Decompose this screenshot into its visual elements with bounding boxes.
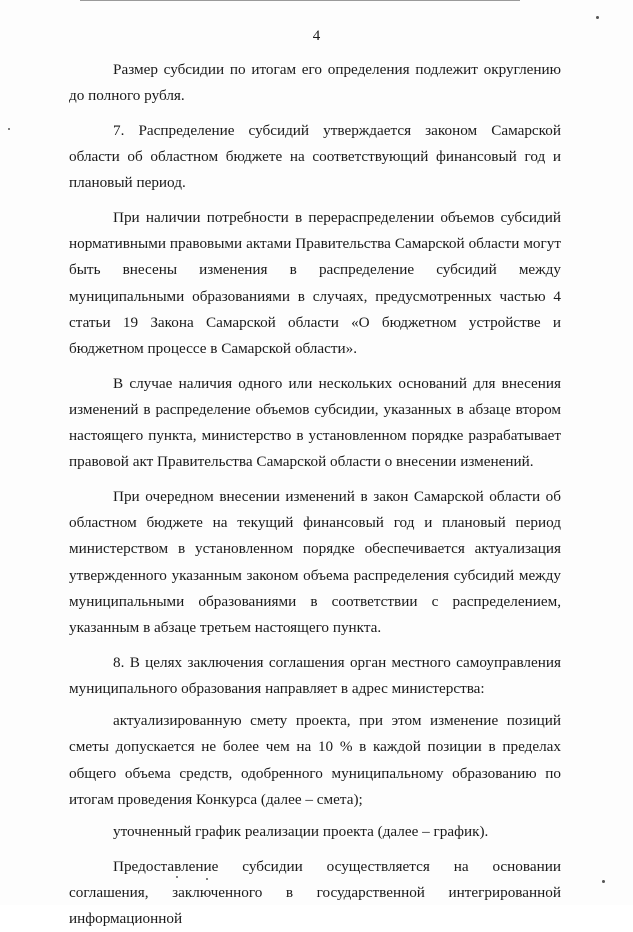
paragraph-redistribution: При наличии потребности в перераспределении объемов субсидий нормативными правовыми актами Правительства Самарской области могут быть внесены изменения в распределение субсидий между муниципальными образованиями в случаях, предусмотренных частью 4 статьи 19 Закона Самарской области «О бюджетном устройстве и бюджетном процессе в Самарской области». xyxy=(69,209,561,358)
paragraph-item-7: 7. Распределение субсидий утверждается законом Самарской области об областном бюджете на соответствующий финансовый год и плановый период. xyxy=(69,121,561,192)
paragraph-budget-law-update: При очередном внесении изменений в закон Самарской области об областном бюджете на текущий финансовый год и плановый период министерством в установленном порядке обеспечивается актуализация утвержденного указанным законом объема распределения субсидий между муниципальными образованиями в соответствии с распределением, указанным в абзаце третьем настоящего пункта. xyxy=(69,488,561,637)
scan-speck xyxy=(206,878,208,880)
paragraph-subsidy-rounding: Размер субсидии по итогам его определения подлежит округлению до полного рубля. xyxy=(69,61,561,105)
paragraph-agreement: Предоставление субсидии осуществляется на основании соглашения, заключенного в государственной интегрированной информационной xyxy=(69,857,561,928)
scan-speck xyxy=(602,880,605,883)
scan-speck xyxy=(176,876,178,878)
paragraph-item-8: 8. В целях заключения соглашения орган местного самоуправления муниципального образования направляет в адрес министерства: xyxy=(69,653,561,697)
page-number: 4 xyxy=(312,28,321,44)
scan-speck xyxy=(596,16,599,19)
scan-speck xyxy=(8,128,10,130)
body-text xyxy=(69,57,561,932)
paragraph-grounds-for-changes: В случае наличия одного или нескольких оснований для внесения изменений в распределение объемов субсидии, указанных в абзаце втором настоящего пункта, министерство в установленном порядке разрабатывает правовой акт Правительства Самарской области о внесении изменений. xyxy=(69,374,561,471)
paragraph-estimate: актуализированную смету проекта, при этом изменение позиций сметы допускается не более чем на 10 % в каждой позиции в пределах общего объема средств, одобренного муниципальному образованию по итогам проведения Конкурса (далее – смета); xyxy=(69,712,561,808)
paragraph-schedule: уточненный график реализации проекта (далее – график). xyxy=(113,822,489,840)
top-rule xyxy=(80,0,520,1)
